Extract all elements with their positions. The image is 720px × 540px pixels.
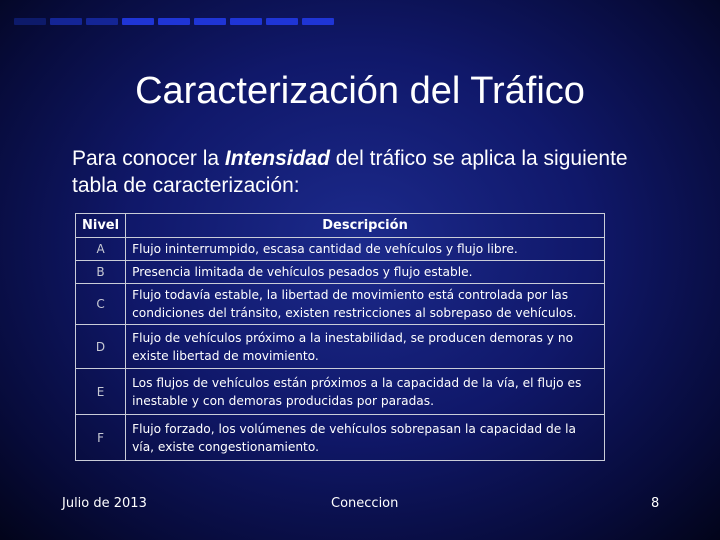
footer-center-text: Coneccion	[331, 496, 399, 511]
table-row	[76, 325, 605, 369]
top-bar-segment	[230, 18, 262, 25]
table-row	[76, 284, 605, 325]
page-number: 8	[651, 496, 660, 511]
top-bar-segment	[50, 18, 82, 25]
characterization-table	[75, 213, 605, 461]
description-cell: Flujo de vehículos próximo a la inestabilidad, se producen demoras y no existe libertad de movimiento.	[126, 325, 605, 369]
top-bar-segment	[302, 18, 334, 25]
nivel-cell: C	[76, 284, 126, 325]
description-cell: Flujo forzado, los volúmenes de vehículos sobrepasan la capacidad de la vía, existe congestionamiento.	[126, 415, 605, 461]
table-header-row	[76, 214, 605, 238]
description-cell: Flujo todavía estable, la libertad de movimiento está controlada por las condiciones del tránsito, existen restricciones al sobrepaso de vehículos.	[126, 284, 605, 325]
intro-text-before: Para conocer la	[72, 147, 225, 170]
intro-text-after: del tráfico se aplica la siguiente tabla de caracterización:	[72, 147, 628, 197]
intro-emphasis: Intensidad	[224, 147, 330, 170]
nivel-cell: A	[76, 238, 126, 261]
top-bar-segment	[86, 18, 118, 25]
nivel-cell: D	[76, 325, 126, 369]
decorative-top-bar	[14, 18, 334, 25]
description-cell: Flujo ininterrumpido, escasa cantidad de vehículos y flujo libre.	[126, 238, 605, 261]
slide-title: Caracterización del Tráfico	[135, 70, 585, 112]
nivel-cell: F	[76, 415, 126, 461]
top-bar-segment	[266, 18, 298, 25]
top-bar-segment	[158, 18, 190, 25]
header-descripcion: Descripción	[126, 214, 605, 238]
footer-date: Julio de 2013	[62, 496, 147, 511]
header-nivel: Nivel	[76, 214, 126, 238]
nivel-cell: B	[76, 261, 126, 284]
table-row	[76, 238, 605, 261]
table-row	[76, 261, 605, 284]
top-bar-segment	[122, 18, 154, 25]
nivel-cell: E	[76, 369, 126, 415]
table-row	[76, 369, 605, 415]
top-bar-segment	[194, 18, 226, 25]
description-cell: Los flujos de vehículos están próximos a la capacidad de la vía, el flujo es inestable y con demoras producidas por paradas.	[126, 369, 605, 415]
description-cell: Presencia limitada de vehículos pesados y flujo estable.	[126, 261, 605, 284]
top-bar-segment	[14, 18, 46, 25]
intro-paragraph	[72, 145, 672, 199]
table-row	[76, 415, 605, 461]
